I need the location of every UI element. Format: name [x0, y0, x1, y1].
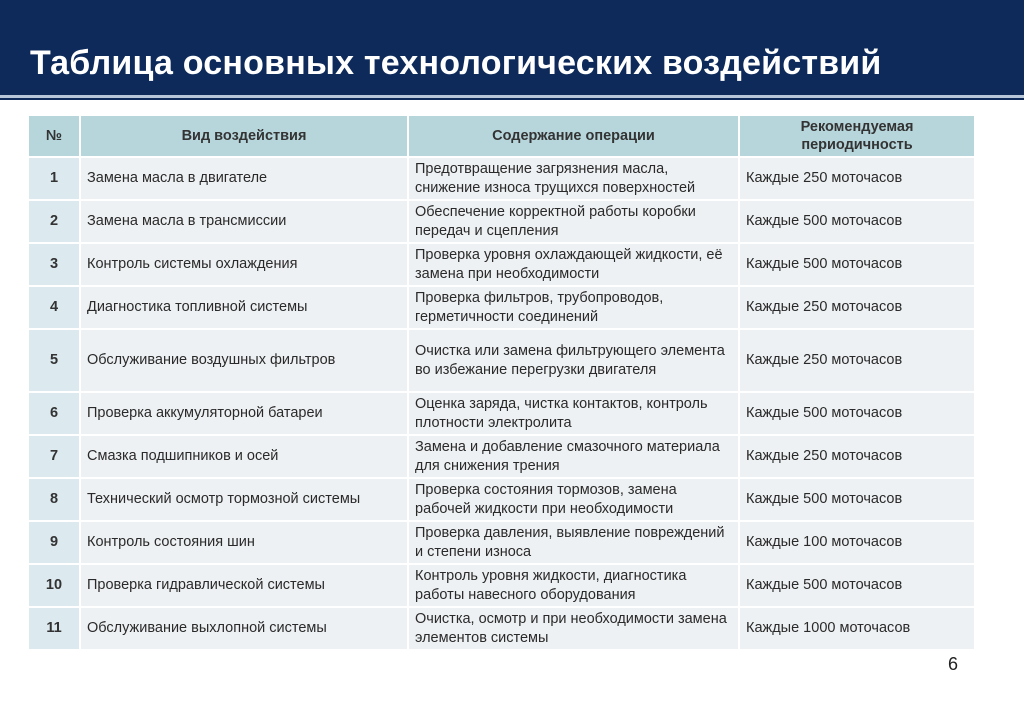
- row-period: Каждые 500 моточасов: [739, 200, 975, 243]
- page-number: 6: [948, 654, 959, 674]
- row-content: Проверка давления, выявление повреждений и степени износа: [408, 521, 739, 564]
- row-type: Диагностика топливной системы: [80, 286, 408, 329]
- row-number: 6: [28, 392, 80, 435]
- row-type: Смазка подшипников и осей: [80, 435, 408, 478]
- row-content: Очистка, осмотр и при необходимости замена элементов системы: [408, 607, 739, 650]
- row-period: Каждые 500 моточасов: [739, 243, 975, 286]
- row-period: Каждые 500 моточасов: [739, 478, 975, 521]
- row-content: Проверка состояния тормозов, замена рабочей жидкости при необходимости: [408, 478, 739, 521]
- row-number: 3: [28, 243, 80, 286]
- page-title: Таблица основных технологических воздействий: [30, 44, 882, 82]
- row-content: Оценка заряда, чистка контактов, контроль плотности электролита: [408, 392, 739, 435]
- row-type: Контроль состояния шин: [80, 521, 408, 564]
- row-number: 11: [28, 607, 80, 650]
- table-header-row: [28, 115, 975, 157]
- row-period: Каждые 250 моточасов: [739, 329, 975, 392]
- maintenance-table: [27, 114, 976, 651]
- row-type: Технический осмотр тормозной системы: [80, 478, 408, 521]
- row-number: 10: [28, 564, 80, 607]
- row-number: 9: [28, 521, 80, 564]
- row-period: Каждые 500 моточасов: [739, 564, 975, 607]
- row-period: Каждые 1000 моточасов: [739, 607, 975, 650]
- column-header-period-text: Рекомендуемая периодичность: [800, 118, 914, 153]
- table-row: [28, 392, 975, 435]
- row-content: Контроль уровня жидкости, диагностика работы навесного оборудования: [408, 564, 739, 607]
- header-divider-dark: [0, 98, 1024, 100]
- table-row: [28, 243, 975, 286]
- table-row: [28, 478, 975, 521]
- row-period: Каждые 250 моточасов: [739, 157, 975, 200]
- column-header-content: Содержание операции: [408, 115, 739, 157]
- row-number: 2: [28, 200, 80, 243]
- row-period: Каждые 250 моточасов: [739, 435, 975, 478]
- column-header-number: №: [28, 115, 80, 157]
- table-row: [28, 286, 975, 329]
- row-number: 8: [28, 478, 80, 521]
- table-row: [28, 521, 975, 564]
- row-type: Контроль системы охлаждения: [80, 243, 408, 286]
- row-period: Каждые 250 моточасов: [739, 286, 975, 329]
- row-type: Замена масла в трансмиссии: [80, 200, 408, 243]
- row-period: Каждые 100 моточасов: [739, 521, 975, 564]
- row-content: Очистка или замена фильтрующего элемента во избежание перегрузки двигателя: [408, 329, 739, 392]
- table-row: [28, 564, 975, 607]
- row-number: 7: [28, 435, 80, 478]
- row-number: 1: [28, 157, 80, 200]
- row-type: Обслуживание воздушных фильтров: [80, 329, 408, 392]
- row-number: 5: [28, 329, 80, 392]
- row-type: Проверка гидравлической системы: [80, 564, 408, 607]
- row-content: Предотвращение загрязнения масла, снижение износа трущихся поверхностей: [408, 157, 739, 200]
- column-header-type: Вид воздействия: [80, 115, 408, 157]
- row-content: Проверка уровня охлаждающей жидкости, её замена при необходимости: [408, 243, 739, 286]
- row-period: Каждые 500 моточасов: [739, 392, 975, 435]
- table-row: [28, 435, 975, 478]
- table-row: [28, 200, 975, 243]
- table-row: [28, 157, 975, 200]
- row-type: Обслуживание выхлопной системы: [80, 607, 408, 650]
- row-number: 4: [28, 286, 80, 329]
- row-content: Проверка фильтров, трубопроводов, герметичности соединений: [408, 286, 739, 329]
- table-row: [28, 607, 975, 650]
- row-content: Обеспечение корректной работы коробки передач и сцепления: [408, 200, 739, 243]
- row-type: Замена масла в двигателе: [80, 157, 408, 200]
- column-header-period: [739, 115, 975, 157]
- table-row: [28, 329, 975, 392]
- row-type: Проверка аккумуляторной батареи: [80, 392, 408, 435]
- slide-header: [0, 0, 1024, 95]
- row-content: Замена и добавление смазочного материала для снижения трения: [408, 435, 739, 478]
